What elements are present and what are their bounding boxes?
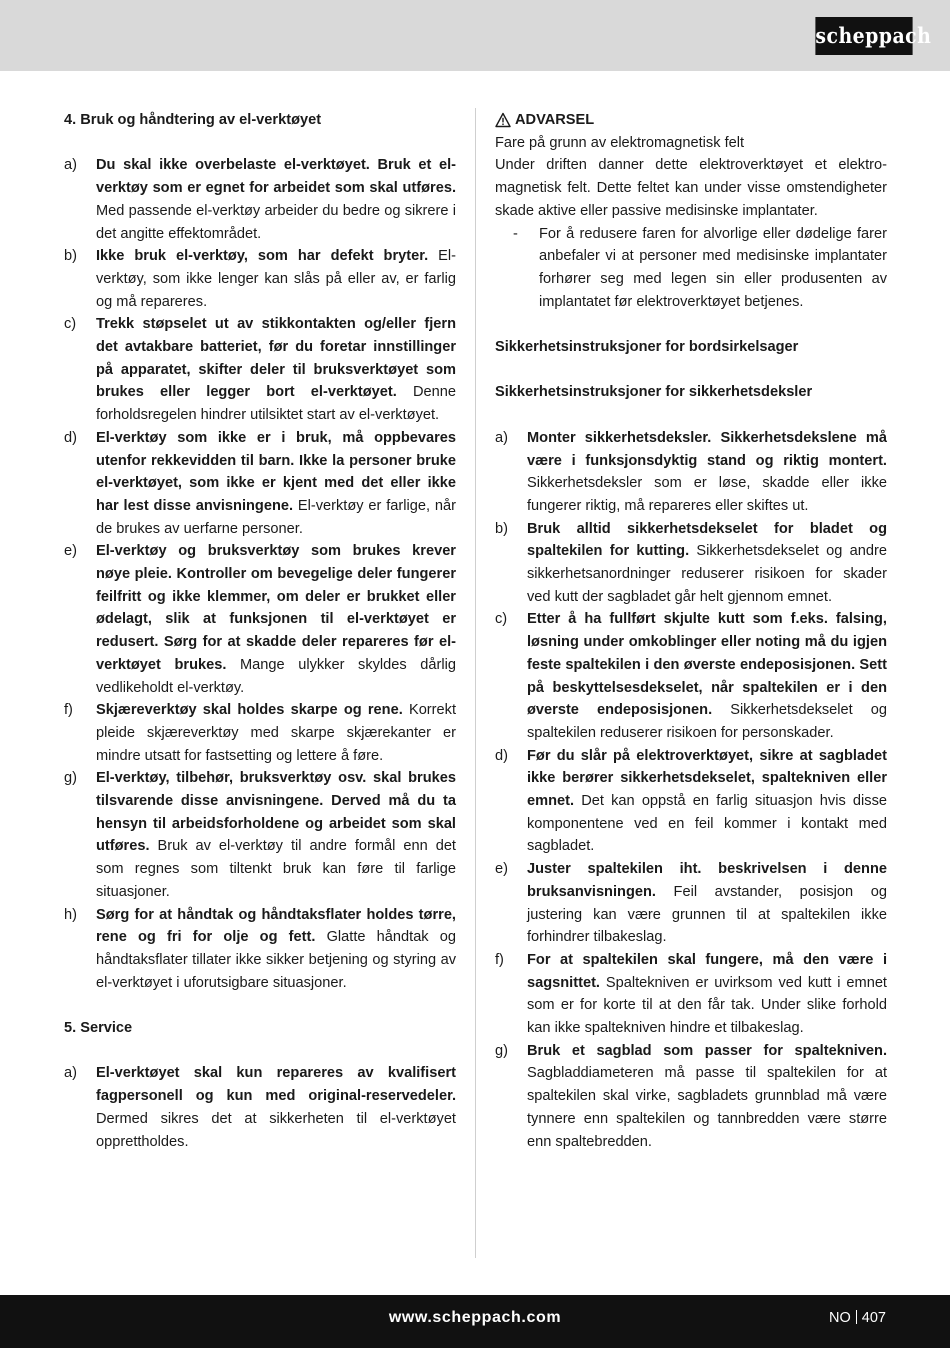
list-item-label: d)	[64, 429, 77, 446]
list-item-bold-text: For at spaltekilen skal fungere, må den være i sagsnittet.	[527, 951, 887, 991]
list-item-text: Denne forholdsregelen hindrer utilsiktet start av el-verktøyet.	[96, 384, 456, 424]
list-item-bold-text: El-verktøy og bruksverktøy som brukes krever nøye pleie. Kontroller om bevegelige deler fungerer feilfritt og ikke klemmer, om deler er brukket eller ødelagt, slik at funksjonen til el-verktøyet er redusert. Sørg for at skadde deler repareres før el-verktøyet brukes.	[96, 543, 456, 673]
list-item	[495, 858, 887, 949]
list-item-bold-text: Trekk støpselet ut av stikkontakten og/eller fjern det avtakbare batteriet, før du foretar innstillinger på apparatet, skifter deler til bruksverktøyet som brukes eller legger bort el-verktøyet.	[96, 316, 456, 401]
list-item	[495, 949, 887, 1040]
list-item-body	[96, 767, 456, 903]
list-item-label: a)	[64, 157, 77, 174]
list-item-text: Det kan oppstå en farlig situasjon hvis disse komponentene ved en feil kommer i kontakt med sagbladet.	[527, 793, 887, 855]
list-item-label: c)	[495, 611, 508, 628]
list-item-text: Korrekt pleide skjæreverktøy med skarpe skjærekanter er mindre utsatt for fastsetting og lettere å føre.	[96, 702, 456, 764]
list-item-bold-text: Sørg for at håndtak og håndtaksflater holdes tørre, rene og fri for olje og fett.	[96, 906, 456, 946]
list-item-body	[96, 699, 456, 767]
list-item-body	[96, 1062, 456, 1153]
list-item-text: Dermed sikres det at sikkerheten til el-verktøyet opprettholdes.	[96, 1110, 456, 1150]
warning-title	[495, 109, 887, 132]
list-item-bold-text: Før du slår på elektroverktøyet, sikre at sagbladet ikke berører sikkerhetsdekselet, spaltekniven eller emnet.	[527, 747, 887, 810]
list-item-bold-text: El-verktøy, tilbehør, bruksverktøy osv. skal brukes tilsvarende disse anvisningene. Derved må du ta hensyn til arbeidsforholdene og arbeidet som skal utføres.	[96, 770, 456, 855]
guards-list	[495, 427, 887, 1154]
right-column	[495, 109, 887, 1153]
list-item	[64, 427, 456, 541]
list-item-bold-text: Juster spaltekilen iht. beskrivelsen i denne bruksanvisningen.	[527, 861, 887, 900]
list-item-bold-text: Bruk et sagblad som passer for spaltekniven.	[527, 1042, 887, 1059]
list-item-bold-text: El-verktøyet skal kun repareres av kvalifisert fagpersonell og kun med original-reservedeler.	[96, 1065, 456, 1105]
section-4-list	[64, 154, 456, 994]
list-item-bold-text: El-verktøy som ikke er i bruk, må oppbevares utenfor rekkevidden til barn. Ikke la personer bruke el-verktøyet, som ikke er kjent med det eller ikke har lest disse anvisningene.	[96, 429, 456, 514]
list-item-text: Mange ulykker skyldes dårlig vedlikeholdt el-verktøy.	[96, 656, 456, 696]
list-item-body	[96, 245, 456, 313]
list-item-label: h)	[64, 906, 77, 923]
list-item	[64, 904, 456, 995]
list-item-body	[96, 540, 456, 699]
list-item	[64, 540, 456, 699]
list-item	[495, 427, 887, 518]
list-item	[64, 1062, 456, 1153]
footer-separator	[856, 1310, 857, 1324]
warning-title-text: ADVARSEL	[515, 112, 595, 128]
list-item	[64, 699, 456, 767]
list-item-label: a)	[495, 429, 508, 446]
list-item-body	[527, 1040, 887, 1154]
list-item-text: Sikkerhetsdekselet og spaltekilen reduserer risikoen for personskader.	[527, 702, 887, 741]
warning-dash-item	[495, 223, 887, 314]
list-item-bold-text: Skjæreverktøy skal holdes skarpe og rene.	[96, 702, 403, 719]
list-item-body	[96, 427, 456, 541]
warning-subtitle: Fare på grunn av elektromagnetisk felt	[495, 134, 745, 151]
warning-text: Under driften danner dette elektroverktøyet et elektromagnetisk felt. Dette feltet kan under visse omstendigheter skade aktive eller passive medisinske implantater.	[495, 157, 887, 219]
list-item-label: g)	[64, 770, 77, 787]
list-item-bold-text: Du skal ikke overbelaste el-verktøyet. Bruk et el-verktøy som er egnet for arbeidet som skal utføres.	[96, 157, 456, 197]
section-5-title: 5. Service	[64, 1020, 133, 1037]
list-item	[64, 767, 456, 903]
list-item-body	[527, 745, 887, 859]
footer-url: www.scheppach.com	[388, 1309, 562, 1326]
header-band	[0, 0, 950, 71]
list-item	[495, 745, 887, 859]
list-item-text: El-verktøy, som ikke lenger kan slås på eller av, er farlig og må repareres.	[96, 248, 457, 310]
list-item-bold-text: Monter sikkerhetsdeksler. Sikkerhetsdekslene må være i funksjonsdyktig stand og riktig montert.	[527, 429, 887, 469]
list-item-body	[527, 858, 887, 949]
list-item-body	[96, 313, 456, 427]
list-item-label: b)	[495, 520, 508, 537]
list-item-text: Sikkerhetsdekselet og andre sikkerhetsanordninger reduserer risikoen for skader ved kutt der sagbladet går helt gjennom emnet.	[527, 543, 887, 605]
list-item-text: Sagbladdiameteren må passe til spaltekilen for at spaltekilen skal virke, sagbladets grunnblad må være tynnere enn spaltekilen og tannbredden være større enn spaltebredden.	[527, 1065, 887, 1150]
list-item-text: Feil avstander, posisjon og justering kan være grunnen til at spaltekilen ikke forhindrer tilbakeslag.	[527, 883, 887, 946]
list-item-text: Glatte håndtak og håndtaksflater tillater ikke sikker betjening og styring av el-verktøyet i uforutsigbare situasjoner.	[96, 929, 456, 991]
list-item-label: f)	[495, 951, 504, 968]
list-item-text: Med passende el-verktøy arbeider du bedre og sikrere i det angitte effektområdet.	[96, 202, 456, 242]
list-item-label: c)	[64, 316, 77, 333]
list-item-label: d)	[495, 747, 508, 764]
list-item-label: e)	[64, 543, 77, 560]
footer-lang: NO	[829, 1310, 851, 1326]
list-item	[495, 518, 887, 609]
footer-page-info	[829, 1310, 886, 1326]
list-item-label: b)	[64, 248, 77, 265]
heading-table-saws: Sikkerhetsinstruksjoner for bordsirkelsager	[495, 339, 799, 356]
list-item-label: g)	[495, 1042, 508, 1059]
section-4-title: 4. Bruk og håndtering av el-verktøyet	[64, 112, 322, 128]
column-divider	[475, 108, 476, 1258]
list-item	[64, 313, 456, 427]
left-column	[64, 109, 456, 1153]
list-item-body	[96, 904, 456, 995]
list-item-bold-text: Ikke bruk el-verktøy, som har defekt bryter.	[96, 248, 429, 265]
list-item-body	[527, 949, 887, 1040]
list-item-body	[527, 518, 887, 609]
list-item-text: El-verktøy er farlige, når de brukes av uerfarne personer.	[96, 497, 456, 537]
heading-guards: Sikkerhetsinstruksjoner for sikkerhetsdeksler	[495, 384, 813, 401]
footer-page-number: 407	[861, 1310, 886, 1326]
list-item	[495, 1040, 887, 1154]
list-item-body	[527, 608, 887, 744]
section-5-list	[64, 1062, 456, 1153]
list-item	[495, 608, 887, 744]
list-item-bold-text: Bruk alltid sikkerhetsdekselet for bladet og spaltekilen for kutting.	[527, 520, 887, 560]
list-item-text: Spaltekniven er uvirksom ved kutt i emnet som er for korte til at den får tak. Under slike forhold kan ikke spaltekniven hindre et tilbakeslag.	[527, 974, 887, 1037]
list-item-label: e)	[495, 861, 508, 878]
list-item-bold-text: Etter å ha fullført skjulte kutt som f.eks. falsing, løsning under omkoblinger eller noting må du igjen feste spaltekilen i den øverste endeposisjonen. Sett på beskyttelsesdekselet, når spaltekilen er i den øverste endeposisjonen.	[527, 611, 887, 719]
list-item-label: a)	[64, 1065, 77, 1082]
list-item-label: f)	[64, 702, 73, 719]
list-item-body	[96, 154, 456, 245]
warning-triangle-icon	[495, 112, 511, 128]
scheppach-logo: scheppach	[815, 17, 912, 55]
list-item	[64, 245, 456, 313]
footer-band	[0, 1295, 950, 1348]
dash-text: For å redusere faren for alvorlige eller dødelige farer anbefaler vi at personer med medisinske implantater forhører seg med legen sin eller produsenten av implantatet før elektroverktøyet betjenes.	[539, 225, 887, 310]
list-item-body	[527, 427, 887, 518]
list-item	[64, 154, 456, 245]
list-item-text: Bruk av el-verktøy til andre formål enn det som regnes som tiltenkt bruk kan føre til farlige situasjoner.	[96, 838, 456, 900]
dash-marker: -	[513, 225, 518, 242]
list-item-text: Sikkerhetsdeksler som er løse, skadde eller ikke fungerer riktig, må repareres eller skiftes ut.	[527, 475, 887, 514]
